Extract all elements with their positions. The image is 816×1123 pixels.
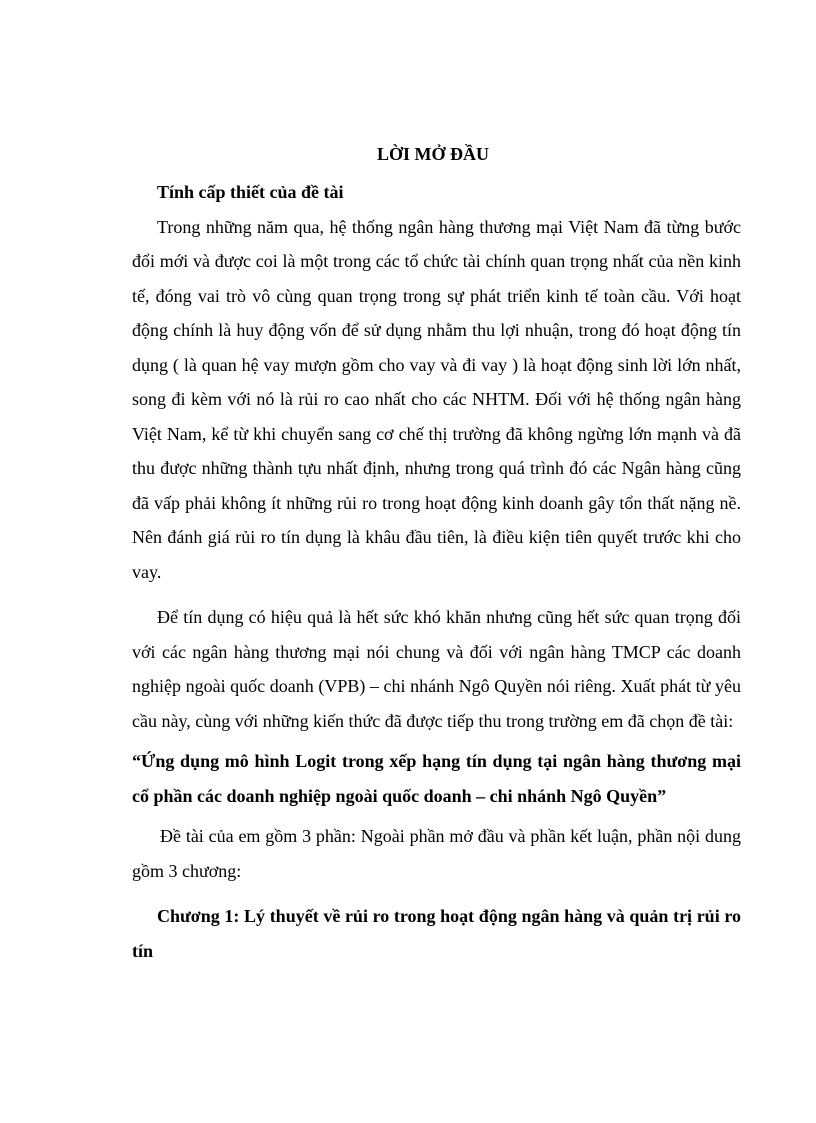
paragraph-structure: Đề tài của em gồm 3 phần: Ngoài phần mở đầu và phần kết luận, phần nội dung gồm 3 chương:: [132, 826, 741, 881]
paragraph-urgency: Trong những năm qua, hệ thống ngân hàng thương mại Việt Nam đã từng bước đổi mới và được coi là một trong các tổ chức tài chính quan trọng nhất của nền kinh tế, đóng vai trò vô cùng quan trọng trong sự phát triển kinh tế toàn cầu. Với hoạt động chính là huy động vốn để sử dụng nhằm thu lợi nhuận, trong đó hoạt động tín dụng ( là quan hệ vay mượn gồm cho vay và đi vay ) là hoạt động sinh lời lớn nhất, song đi kèm với nó là rủi ro cao nhất cho các NHTM. Đối với hệ thống ngân hàng Việt Nam, kể từ khi chuyển sang cơ chế thị trường đã không ngừng lớn mạnh và đã thu được những thành tựu nhất định, nhưng trong quá trình đó các Ngân hàng cũng đã vấp phải không ít những rủi ro trong hoạt động kinh doanh gây tổn thất nặng nề. Nên đánh giá rủi ro tín dụng là khâu đầu tiên, là điều kiện tiên quyết trước khi cho vay.: [132, 216, 741, 582]
section-heading: Tính cấp thiết của đề tài: [157, 182, 344, 202]
paragraph-motivation: Để tín dụng có hiệu quả là hết sức khó khăn nhưng cũng hết sức quan trọng đối với các ngân hàng thương mại nói chung và đối với ngân hàng TMCP các doanh nghiệp ngoài quốc doanh (VPB) – chi nhánh Ngô Quyền nói riêng. Xuất phát từ yêu cầu này, cùng với những kiến thức đã được tiếp thu trong trường em đã chọn đề tài:: [132, 607, 741, 731]
page-title: LỜI MỞ ĐẦU: [377, 144, 489, 164]
document-body: [132, 175, 741, 968]
chapter-1-heading: Chương 1: Lý thuyết về rủi ro trong hoạt động ngân hàng và quản trị rủi ro tín: [132, 906, 741, 961]
thesis-title: “Ứng dụng mô hình Logit trong xếp hạng tín dụng tại ngân hàng thương mại cổ phần các doanh nghiệp ngoài quốc doanh – chi nhánh Ngô Quyền”: [132, 751, 741, 806]
